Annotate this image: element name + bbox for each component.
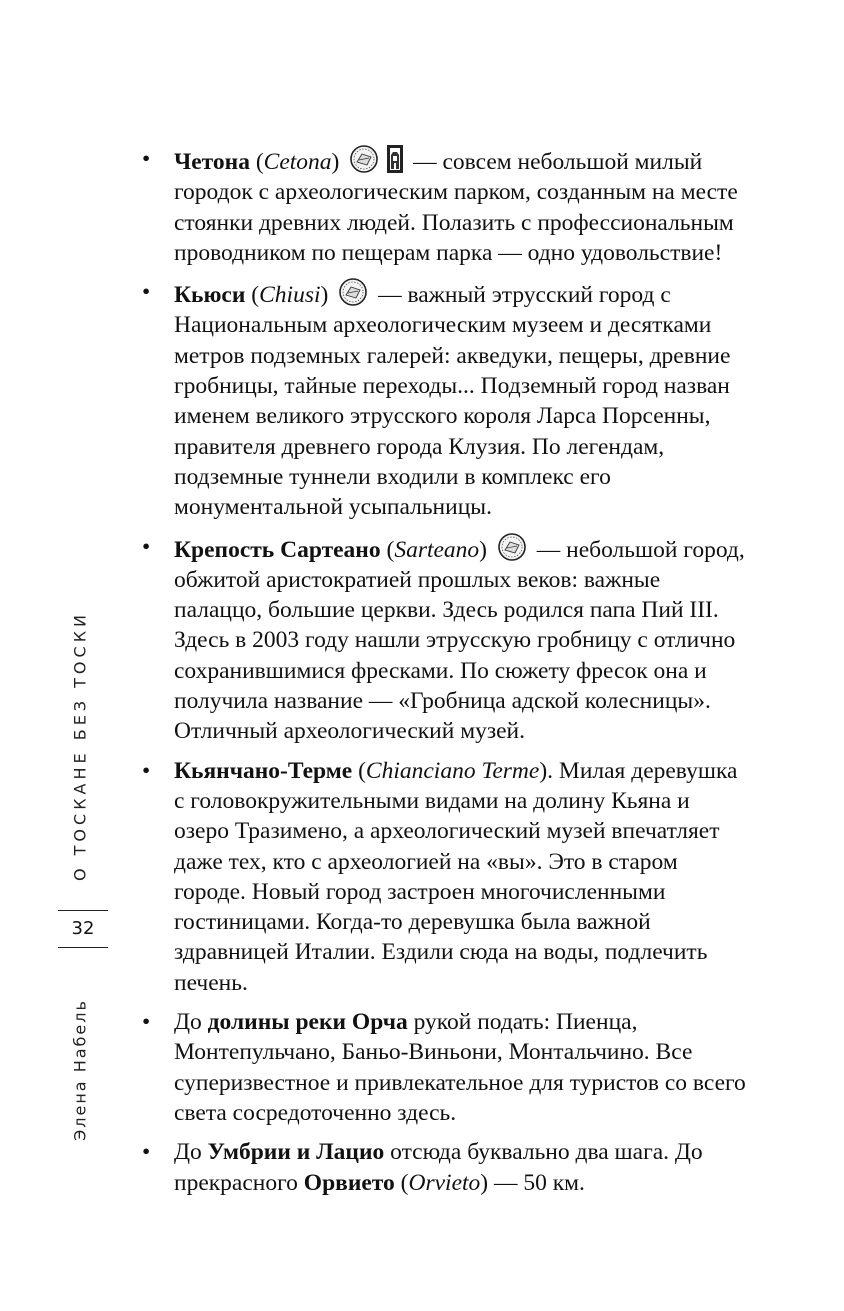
place-name: Умбрии и Лацио bbox=[207, 1139, 385, 1166]
place-description: — важный этрусский город с Национальным археологическим музеем и десятками метров подземных галерей: акведуки, пещеры, древние гробницы, тайные переходы... Подземный город назван именем великого этрусского короля Ларса Порсенны, правителя древнего города Клузия. По легендам, подземные туннели входили в комплекс его монументальной усыпальницы. bbox=[174, 282, 731, 521]
places-list bbox=[140, 144, 750, 1198]
list-item-sarteano: • Крепость Сартеано (Sarteano) — небольшой город, обжитой аристократией прошлых веков: важные палаццо, большие церкви. Здесь родился папа Пий III. Здесь в 2003 году нашли этрусскую гробницу с отлично сохранившимися фресками. По сюжету фресок она и получила название — «Гробница адской колесницы». Отличный археологический музей. bbox=[142, 533, 745, 745]
place-latin-name: Cetona bbox=[263, 149, 332, 175]
place-latin-name: Sarteano bbox=[394, 536, 480, 563]
list-item-umbria-lazio: • До Умбрии и Лацио отсюда буквально два шага. До прекрасного Орвието (Orvieto) — 50 км. bbox=[142, 1139, 703, 1196]
bullet: • bbox=[142, 146, 151, 172]
running-title bbox=[66, 610, 94, 882]
running-author bbox=[66, 990, 94, 1150]
bullet: • bbox=[142, 757, 151, 784]
place-latin-name: Chiusi bbox=[259, 282, 321, 309]
page-number-bottom-rule bbox=[58, 947, 108, 948]
main-text bbox=[140, 144, 750, 1207]
place-description: рукой подать: Пиенца, Монтепульчано, Баньо-Виньони, Монтальчино. Все суперизвестное и привлекательное для туристов со всего света сосредоточенно здесь. bbox=[174, 1009, 746, 1126]
coin-icon bbox=[495, 532, 529, 562]
lead-word: До bbox=[174, 1139, 208, 1166]
bullet: • bbox=[142, 279, 151, 306]
place-name: Кьянчано-Терме bbox=[174, 757, 353, 784]
place-description: — совсем небольшой милый городок с археологическим парком, созданным на месте стоянки древних людей. Полазить с профессиональным проводником по пещерам парка — одно удовольствие! bbox=[174, 149, 738, 266]
place-name: Крепость Сартеано bbox=[174, 536, 381, 563]
place-name-orvieto: Орвието bbox=[303, 1169, 395, 1196]
bullet: • bbox=[142, 1009, 151, 1036]
place-description: . Милая деревушка с головокружительными видами на долину Кьяна и озеро Тразимено, а археологический музей впечатляет даже тех, кто с археологией на «вы». Это в старом городе. Новый город застроен многочисленными гостиницами. Когда-то деревушка была важной здравницей Италии. Ездили сюда на воды, подлечить печень. bbox=[174, 757, 738, 996]
page-number: 32 bbox=[71, 918, 95, 939]
coin-icon bbox=[336, 277, 370, 307]
bullet: • bbox=[142, 1139, 151, 1166]
running-author-text: Элена Набель bbox=[70, 999, 90, 1141]
place-latin-name: Orvieto bbox=[408, 1169, 481, 1196]
coin-icon bbox=[347, 144, 381, 174]
place-name: Четона bbox=[174, 149, 250, 175]
place-description: — небольшой город, обжитой аристократией прошлых веков: важные палаццо, большие церкви. Здесь родился папа Пий III. Здесь в 2003 году нашли этрусскую гробницу с отлично сохранившимися фресками. По сюжету фресок она и получила название — «Гробница адской колесницы». Отличный археологический музей. bbox=[174, 536, 745, 745]
place-name: долины реки Орча bbox=[207, 1009, 408, 1036]
bullet: • bbox=[142, 533, 151, 560]
place-name: Кьюси bbox=[174, 282, 246, 309]
running-title-text: О ТОСКАНЕ БЕЗ ТОСКИ bbox=[70, 610, 90, 882]
place-latin-name: Chianciano Terme bbox=[365, 757, 540, 784]
list-item-chianciano: • Кьянчано-Терме (Chianciano Terme). Милая деревушка с головокружительными видами на долину Кьяна и озеро Тразимено, а археологический музей впечатляет даже тех, кто с археологией на «вы». Это в старом городе. Новый город застроен многочисленными гостиницами. Когда-то деревушка была важной здравницей Италии. Ездили сюда на воды, подлечить печень. bbox=[142, 757, 738, 996]
list-item-orcia bbox=[140, 1007, 750, 1128]
lead-word: До bbox=[174, 1009, 208, 1036]
tower-icon bbox=[385, 144, 405, 174]
page-number-top-rule bbox=[58, 910, 108, 911]
middle-text: отсюда буквально два шага. До прекрасного bbox=[174, 1139, 703, 1196]
place-description: — 50 км. bbox=[488, 1169, 585, 1196]
list-item-chiusi: • Кьюси (Chiusi) — важный этрусский город с Национальным археологическим музеем и десятками метров подземных галерей: акведуки, пещеры, древние гробницы, тайные переходы... Подземный город назван именем великого этрусского короля Ларса Порсенны, правителя древнего города Клузия. По легендам, подземные туннели входили в комплекс его монументальной усыпальницы. bbox=[142, 279, 731, 521]
list-item-cetona: • Четона (Cetona) — совсем небольшой милый городок с археологическим парком, созданным на месте стоянки древних людей. Полазить с профессиональным проводником по пещерам парка — одно удовольствие! bbox=[142, 146, 738, 266]
